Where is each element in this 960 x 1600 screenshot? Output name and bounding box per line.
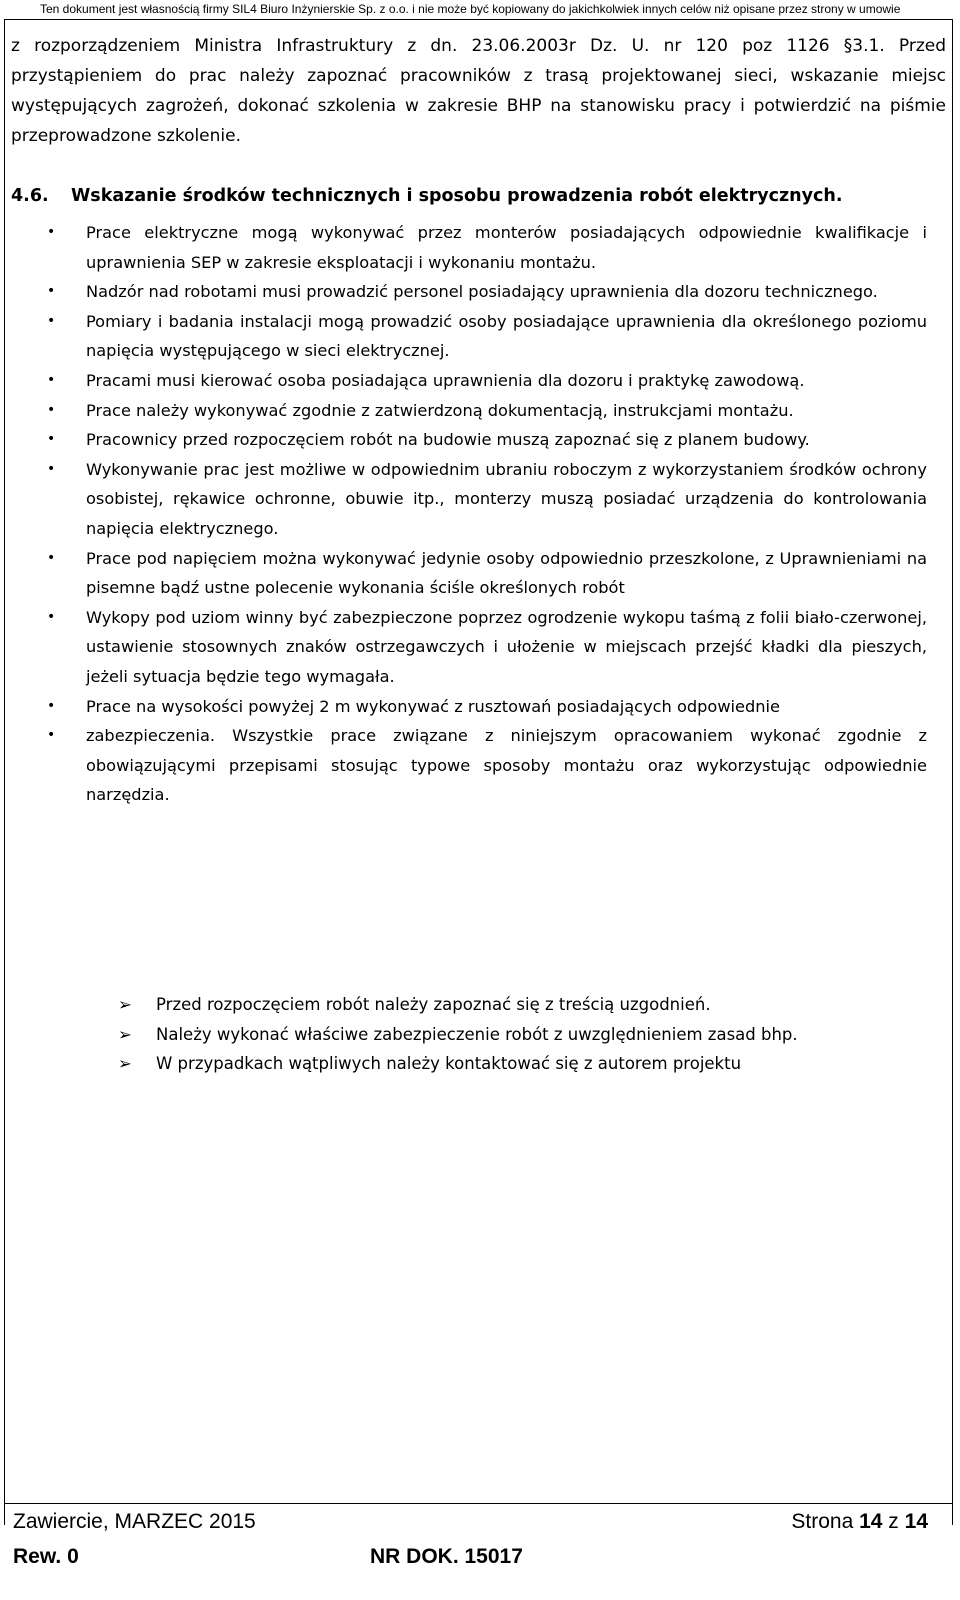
list-item: [47, 721, 927, 810]
arrow-item-text: W przypadkach wątpliwych należy kontaktować się z autorem projektu: [156, 1054, 742, 1074]
list-item-text: Nadzór nad robotami musi prowadzić personel posiadający uprawnienia dla dozoru technicznego.: [86, 282, 878, 302]
list-item: [47, 218, 927, 277]
arrow-list: [118, 990, 938, 1079]
arrow-item-text: Należy wykonać właściwe zabezpieczenie robót z uwzględnieniem zasad bhp.: [156, 1024, 798, 1044]
bullet-icon: •: [47, 549, 56, 566]
list-item-text: Prace należy wykonywać zgodnie z zatwierdzoną dokumentacją, instrukcjami montażu.: [86, 400, 794, 420]
bullet-icon: •: [47, 697, 56, 714]
footer-revision: Rew. 0: [13, 1545, 79, 1568]
list-item-text: Pomiary i badania instalacji mogą prowadzić osoby posiadające uprawnienia dla określonego poziomu napięcia występującego w sieci elektrycznej.: [86, 311, 927, 361]
arrow-item: [118, 1049, 938, 1079]
bullet-icon: •: [47, 312, 56, 329]
page-number: [791, 1507, 928, 1537]
list-item: [47, 396, 927, 426]
list-item-text: zabezpieczenia. Wszystkie prace związane z niniejszym opracowaniem wykonać zgodnie z obowiązującymi przepisami stosując typowe sposoby montażu oraz wykorzystując odpowiednie narzędzia.: [86, 726, 927, 805]
list-item: [47, 277, 927, 307]
bullet-icon: •: [47, 608, 56, 625]
arrow-bullet-icon: ➢: [118, 995, 132, 1014]
arrow-bullet-icon: ➢: [118, 1054, 132, 1074]
list-item: [47, 692, 927, 722]
list-item-text: Pracami musi kierować osoba posiadająca uprawnienia dla dozoru i praktykę zawodową.: [86, 370, 805, 390]
section-heading: [11, 181, 946, 211]
page-total: 14: [904, 1510, 928, 1533]
intro-paragraph: z rozporządzeniem Ministra Infrastruktury z dn. 23.06.2003r Dz. U. nr 120 poz 1126 §3.1. Przed przystąpieniem do prac należy zapoznać pracowników z trasą projektowanej sieci, wskazanie miejsc występujących zagrożeń, dokonać szkolenia w zakresie BHP na stanowisku pracy i potwierdzić na piśmie przeprowadzone szkolenie.: [11, 36, 946, 146]
list-item-text: Wykopy pod uziom winny być zabezpieczone poprzez ogrodzenie wykopu taśmą z folii biało-czerwonej, ustawienie stosownych znaków ostrzegawczych i ułożenie w miejscach przejść kładki dla pieszych, jeżeli sytuacja będzie tego wymagała.: [86, 607, 927, 686]
list-item: [47, 425, 927, 455]
list-item-text: Prace elektryczne mogą wykonywać przez monterów posiadających odpowiednie kwalifikacje i uprawnienia SEP w zakresie eksploatacji i wykonaniu montażu.: [86, 223, 927, 272]
list-item: [47, 366, 927, 396]
list-item-text: Wykonywanie prac jest możliwe w odpowiednim ubraniu roboczym z wykorzystaniem środków ochrony osobistej, rękawice ochronne, obuwie itp., monterzy muszą posiadać urządzenia do kontrolowania napięcia elektrycznego.: [86, 459, 927, 538]
page-of: z: [888, 1510, 899, 1533]
list-item: [47, 544, 927, 603]
list-item-text: Prace na wysokości powyżej 2 m wykonywać z rusztowań posiadających odpowiednie: [86, 696, 781, 716]
arrow-item-text: Przed rozpoczęciem robót należy zapoznać się z treścią uzgodnień.: [156, 995, 711, 1014]
page-current: 14: [859, 1510, 883, 1533]
list-item: [47, 603, 927, 692]
list-item-text: Pracownicy przed rozpoczęciem robót na budowie muszą zapoznać się z planem budowy.: [86, 430, 810, 450]
header-notice: Ten dokument jest własnością firmy SIL4 Biuro Inżynierskie Sp. z o.o. i nie może być kopiowany do jakichkolwiek innych celów niż opisane przez strony w umowie: [40, 2, 901, 16]
list-item-text: Prace pod napięciem można wykonywać jedynie osoby odpowiednio przeszkolone, z Uprawnieniami na pisemne bądź ustne polecenie wykonania ściśle określonych robót: [86, 548, 927, 598]
arrow-item: [118, 1020, 938, 1050]
section-title: Wskazanie środków technicznych i sposobu prowadzenia robót elektrycznych.: [71, 186, 843, 206]
bullet-icon: •: [47, 460, 56, 477]
bullet-list: [47, 218, 927, 810]
arrow-item: [118, 990, 938, 1020]
page-label: Strona: [791, 1510, 854, 1533]
bullet-icon: •: [47, 431, 56, 448]
arrow-bullet-icon: ➢: [118, 1024, 132, 1044]
list-item: [47, 307, 927, 366]
footer-doc-number: NR DOK. 15017: [370, 1545, 523, 1568]
bullet-icon: •: [47, 224, 56, 240]
bullet-icon: •: [47, 283, 56, 300]
footer-divider: [4, 1503, 953, 1504]
bullet-icon: •: [47, 371, 56, 388]
section-number: 4.6.: [11, 186, 49, 206]
list-item: [47, 455, 927, 544]
bullet-icon: •: [47, 727, 56, 744]
footer-place-date: Zawiercie, MARZEC 2015: [13, 1510, 256, 1533]
bullet-icon: •: [47, 401, 56, 418]
